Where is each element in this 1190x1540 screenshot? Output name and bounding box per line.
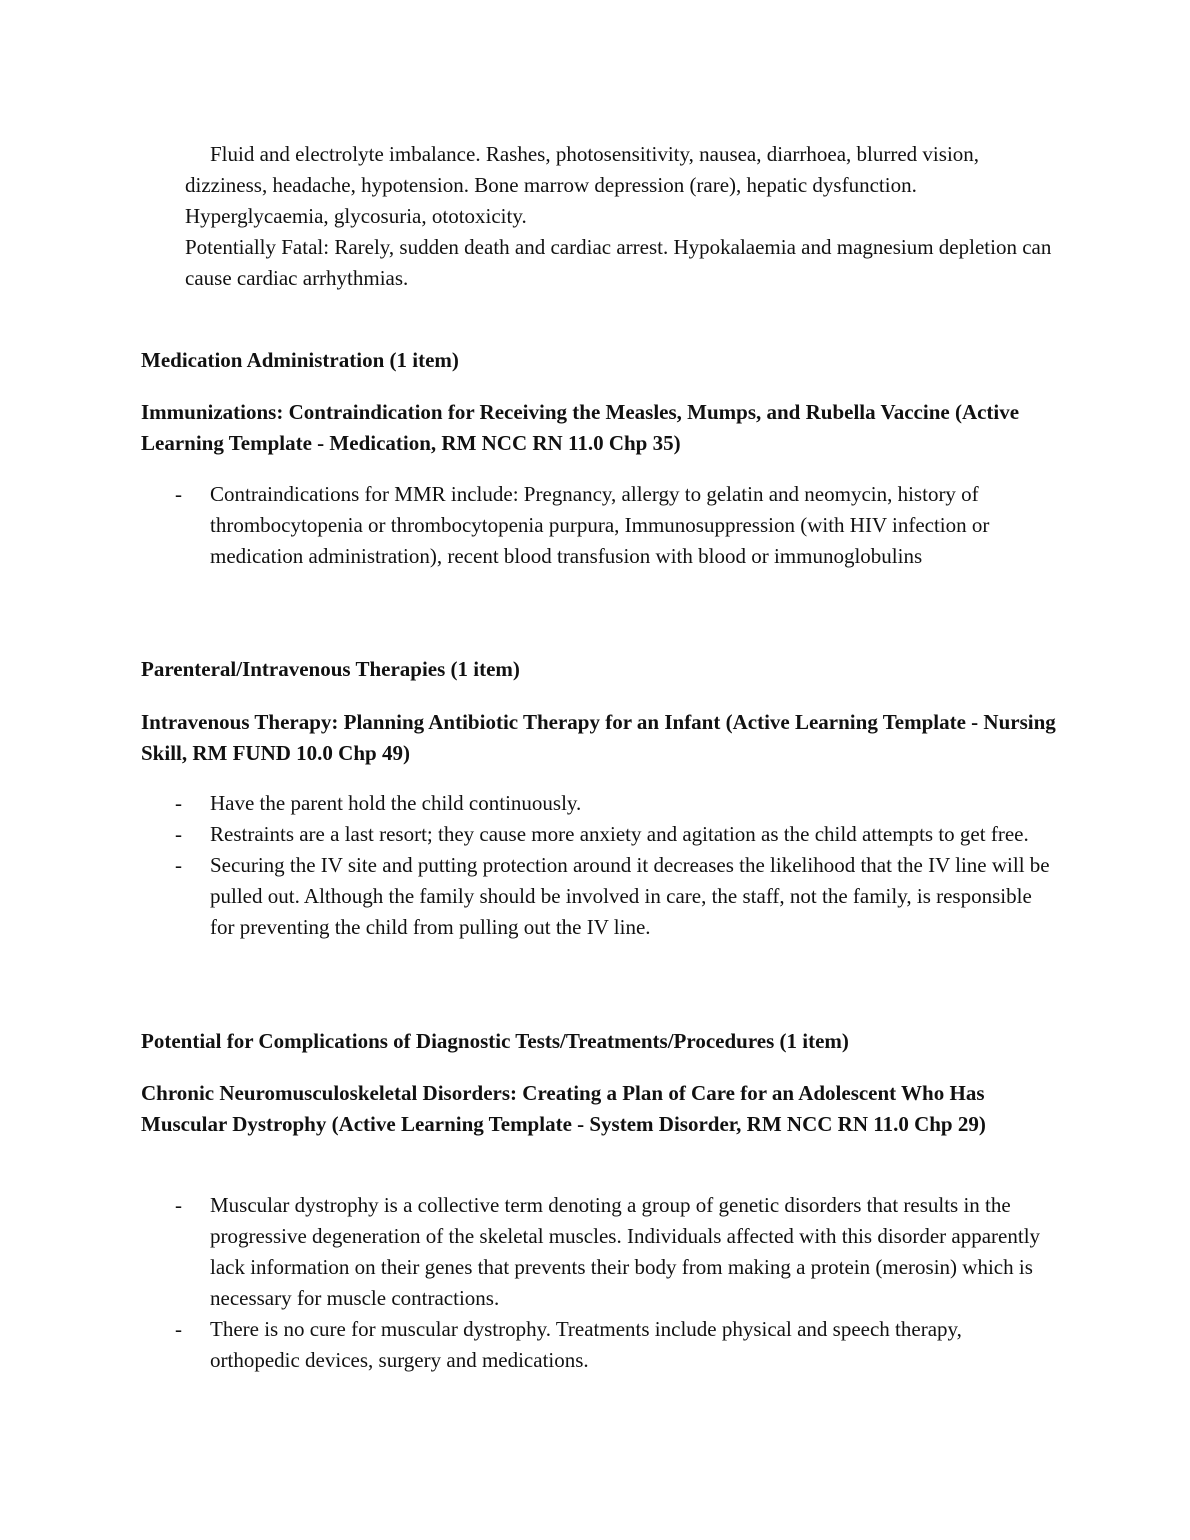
bullet-list-intravenous-therapy <box>141 788 1056 943</box>
topic-heading-immunizations: Immunizations: Contraindication for Receiving the Measles, Mumps, and Rubella Vaccine (Active Learning Template - Medication, RM NCC RN 11.0 Chp 35) <box>141 400 1020 455</box>
dash-bullet: - <box>175 482 182 506</box>
bullet-list-muscular-dystrophy <box>141 1190 1056 1376</box>
dash-bullet: - <box>175 1193 182 1217</box>
category-heading-parenteral-therapies: Parenteral/Intravenous Therapies (1 item) <box>141 657 520 681</box>
list-item-text: Have the parent hold the child continuously. <box>210 791 582 815</box>
bullet-list-immunizations <box>141 479 1056 572</box>
dash-bullet: - <box>175 1317 182 1341</box>
list-item <box>141 1190 1056 1314</box>
adverse-effects-text: Fluid and electrolyte imbalance. Rashes, photosensitivity, nausea, diarrhoea, blurred vision, dizziness, headache, hypotension. Bone marrow depression (rare), hepatic dysfunction. Hyperglycaemia, glycosuria, ototoxicity. <box>185 142 980 228</box>
list-item <box>141 479 1056 572</box>
potentially-fatal-text: Potentially Fatal: Rarely, sudden death and cardiac arrest. Hypokalaemia and magnesium depletion can cause cardiac arrhythmias. <box>185 235 1052 290</box>
list-item-text: Muscular dystrophy is a collective term denoting a group of genetic disorders that results in the progressive degeneration of the skeletal muscles. Individuals affected with this disorder apparently lack information on their genes that prevents their body from making a protein (merosin) which is necessary for muscle contractions. <box>210 1193 1041 1310</box>
list-item <box>141 788 1056 819</box>
list-item-text: There is no cure for muscular dystrophy. Treatments include physical and speech therapy, orthopedic devices, surgery and medications. <box>210 1317 962 1372</box>
list-item <box>141 1314 1056 1376</box>
list-item <box>141 850 1056 943</box>
topic-heading-neuromusculoskeletal-disorders: Chronic Neuromusculoskeletal Disorders: Creating a Plan of Care for an Adolescent Who Has Muscular Dystrophy (Active Learning Template - System Disorder, RM NCC RN 11.0 Chp 29) <box>141 1081 986 1136</box>
list-item-text: Securing the IV site and putting protection around it decreases the likelihood that the IV line will be pulled out. Although the family should be involved in care, the staff, not the family, is responsible for preventing the child from pulling out the IV line. <box>210 853 1050 939</box>
dash-bullet: - <box>175 822 182 846</box>
category-heading-medication-administration: Medication Administration (1 item) <box>141 348 459 372</box>
topic-heading-intravenous-therapy: Intravenous Therapy: Planning Antibiotic Therapy for an Infant (Active Learning Template - Nursing Skill, RM FUND 10.0 Chp 49) <box>141 710 1056 765</box>
list-item <box>141 819 1056 850</box>
category-heading-potential-complications: Potential for Complications of Diagnostic Tests/Treatments/Procedures (1 item) <box>141 1029 849 1053</box>
dash-bullet: - <box>175 853 182 877</box>
list-item-text: Contraindications for MMR include: Pregnancy, allergy to gelatin and neomycin, history of thrombocytopenia or thrombocytopenia purpura, Immunosuppression (with HIV infection or medication administration), recent blood transfusion with blood or immunoglobulins <box>210 482 990 568</box>
dash-bullet: - <box>175 791 182 815</box>
intro-paragraph <box>185 139 1055 294</box>
list-item-text: Restraints are a last resort; they cause more anxiety and agitation as the child attempts to get free. <box>210 822 1029 846</box>
